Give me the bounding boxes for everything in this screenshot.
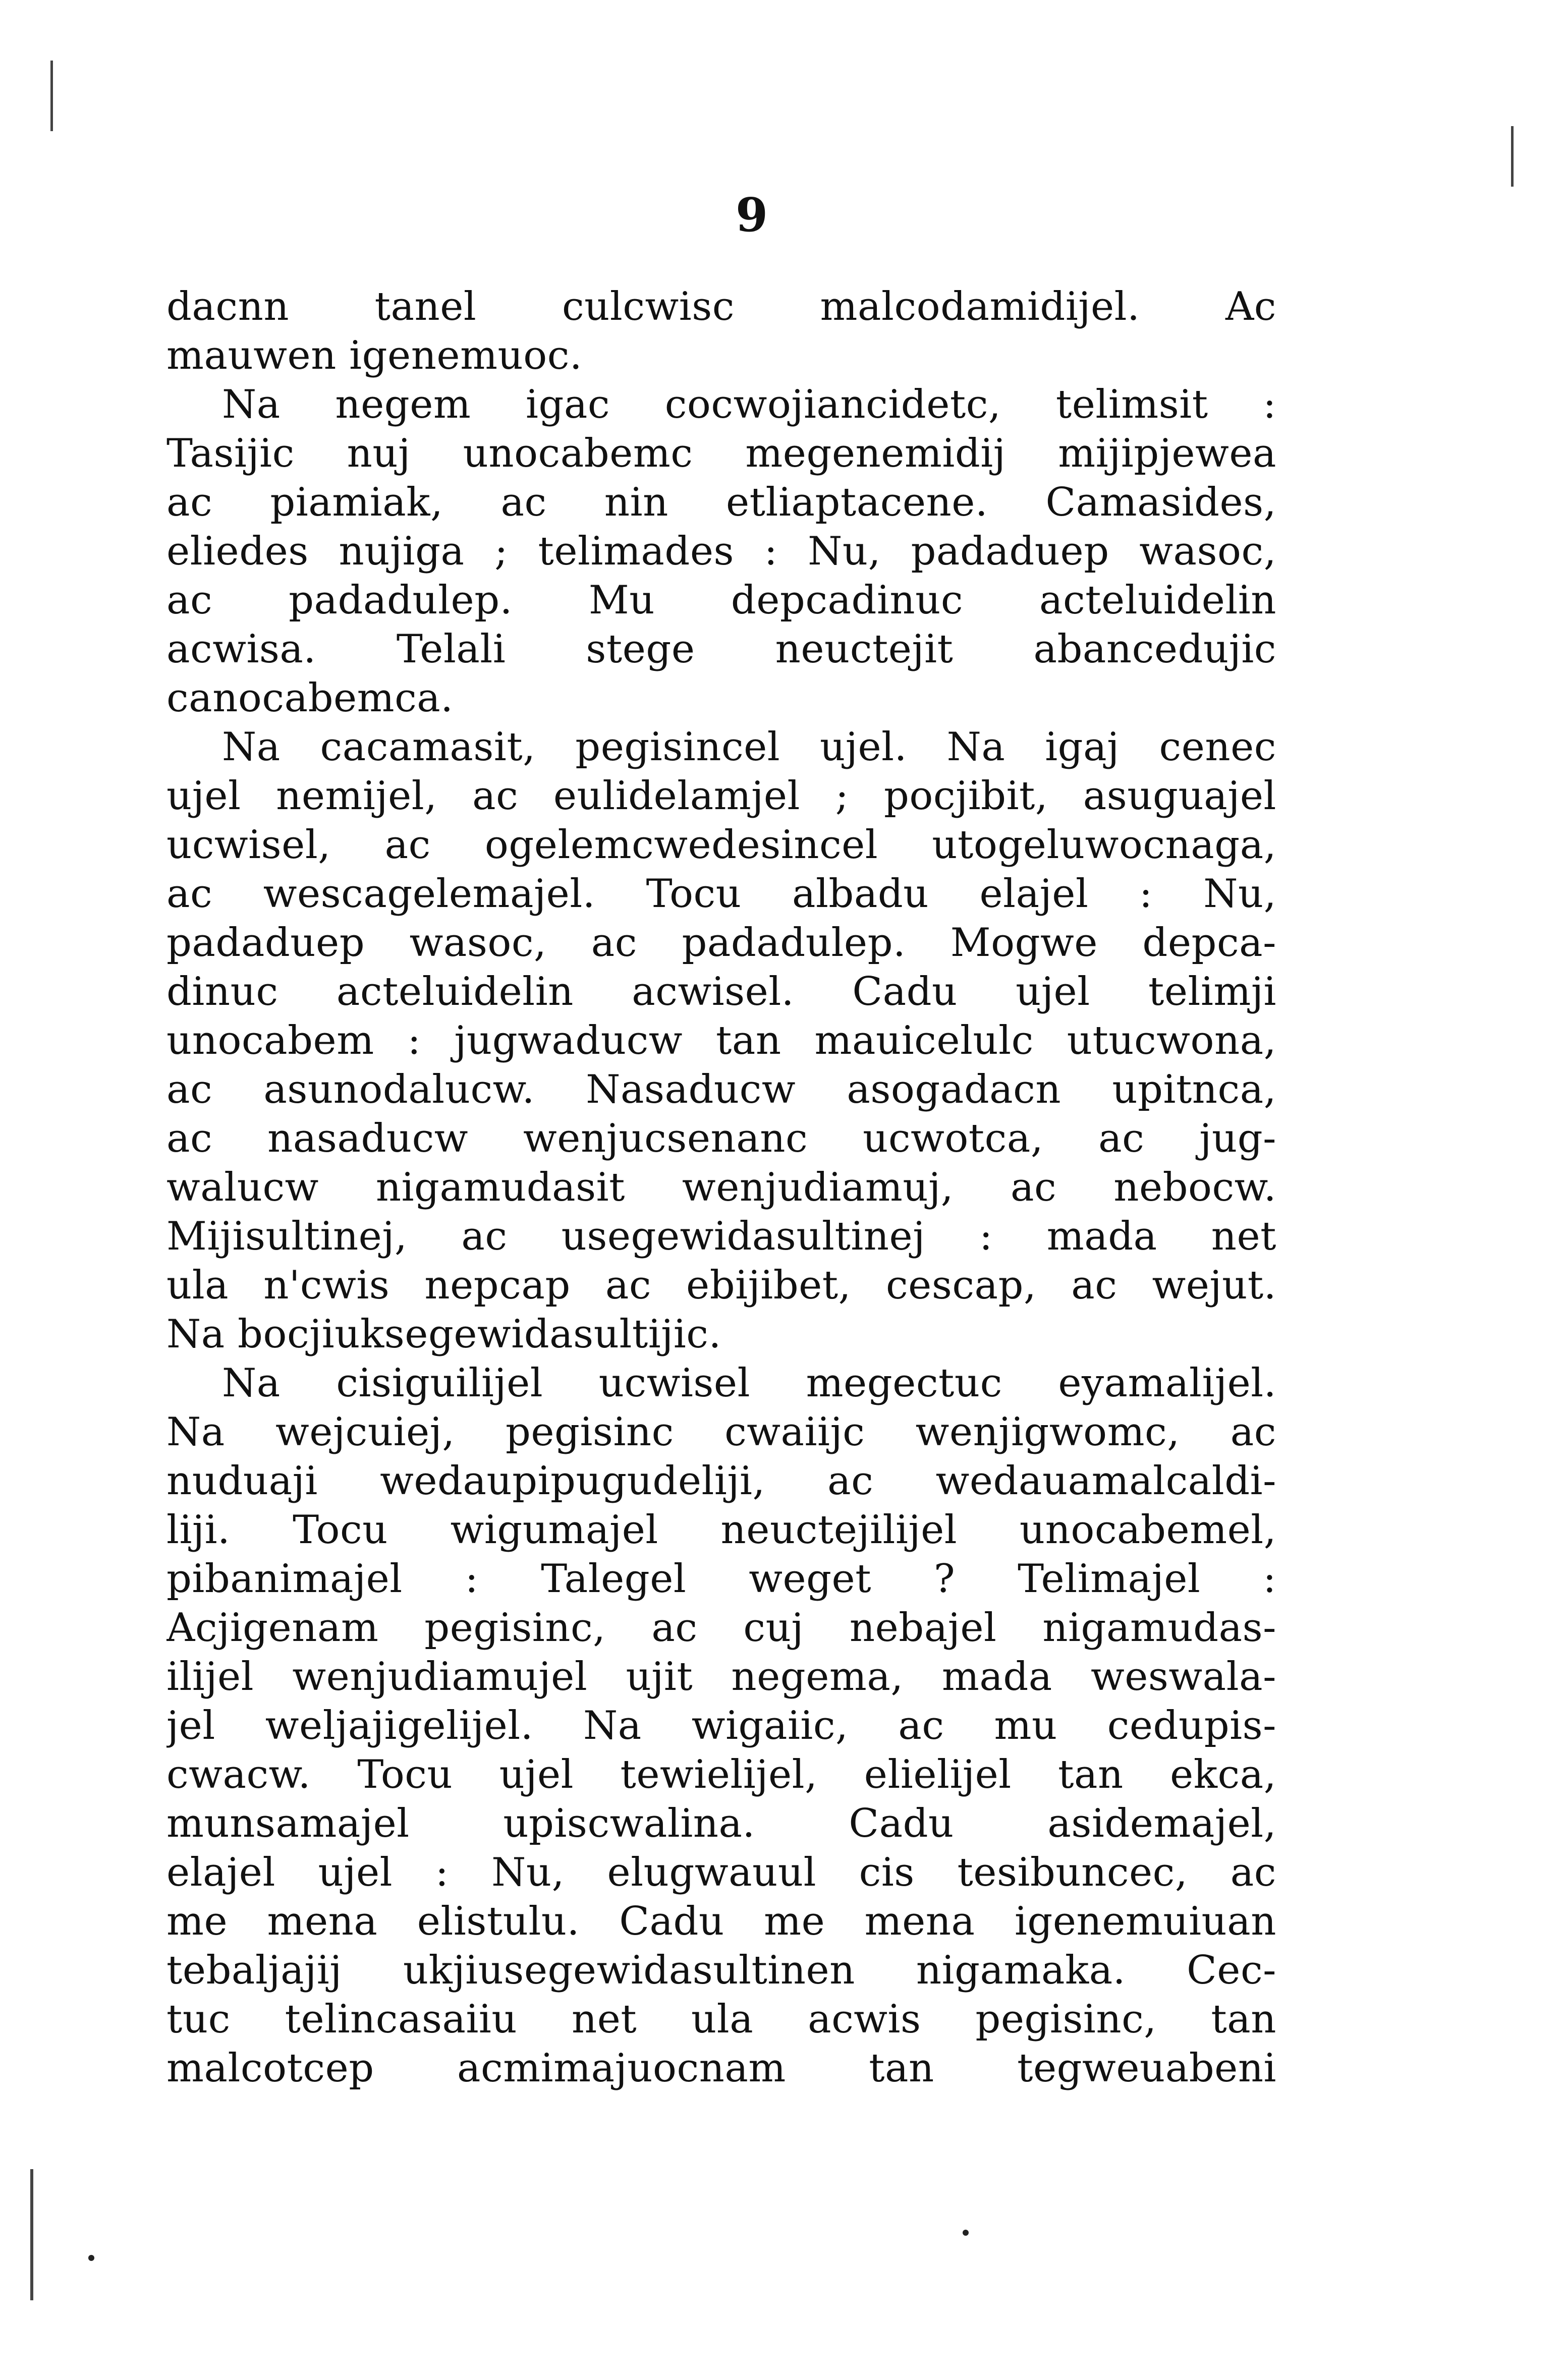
text-line: ac asunodalucw. Nasaducw asogadacn upitnca, — [166, 1067, 1276, 1112]
text-line: malcotcep acmimajuocnam tan tegweuabeni — [166, 2046, 1276, 2091]
text-line: munsamajel upiscwalina. Cadu asidemajel, — [166, 1801, 1276, 1846]
text-line: jel weljajigelijel. Na wigaiic, ac mu cedupis- — [166, 1703, 1276, 1748]
text-line: eliedes nujiga ; telimades : Nu, padaduep wasoc, — [166, 529, 1276, 574]
paragraph-start-line: Na negem igac cocwojiancidetc, telimsit : — [222, 382, 1276, 427]
text-line: tebaljajij ukjiusegewidasultinen nigamaka. Cec- — [166, 1948, 1276, 1993]
text-line: ilijel wenjudiamujel ujit negema, mada weswala- — [166, 1654, 1276, 1699]
text-line: ac nasaducw wenjucsenanc ucwotca, ac jug- — [166, 1116, 1276, 1161]
text-line: nuduaji wedaupipugudeliji, ac wedauamalcaldi- — [166, 1458, 1276, 1504]
text-line: Mijisultinej, ac usegewidasultinej : mada net — [166, 1214, 1276, 1259]
page-number: 9 — [735, 188, 768, 242]
text-line: canocabemca. — [166, 675, 454, 721]
text-line: ac piamiak, ac nin etliaptacene. Camasides, — [166, 480, 1276, 525]
text-line: elajel ujel : Nu, elugwauul cis tesibuncec, ac — [166, 1850, 1276, 1895]
text-line: pibanimajel : Talegel weget ? Telimajel : — [166, 1556, 1276, 1602]
text-line: ac wescagelemajel. Tocu albadu elajel : Nu, — [166, 871, 1276, 917]
text-line: walucw nigamudasit wenjudiamuj, ac nebocw. — [166, 1165, 1276, 1210]
text-line: Acjigenam pegisinc, ac cuj nebajel nigamudas- — [166, 1605, 1276, 1651]
text-line: ula n'cwis nepcap ac ebijibet, cescap, ac wejut. — [166, 1263, 1276, 1308]
text-line: dacnn tanel culcwisc malcodamidijel. Ac — [166, 284, 1276, 329]
text-line: ac padadulep. Mu depcadinuc acteluidelin — [166, 578, 1276, 623]
text-line: ucwisel, ac ogelemcwedesincel utogeluwocnaga, — [166, 822, 1276, 868]
text-line: tuc telincasaiiu net ula acwis pegisinc, tan — [166, 1997, 1276, 2042]
text-line: mauwen igenemuoc. — [166, 333, 583, 378]
scan-edge-mark — [50, 61, 53, 131]
text-line: Na wejcuiej, pegisinc cwaiijc wenjigwomc, ac — [166, 1409, 1276, 1455]
paragraph-start-line: Na cacamasit, pegisincel ujel. Na igaj cenec — [222, 724, 1276, 770]
scan-speck — [963, 2230, 969, 2236]
text-line: Na bocjiuksegewidasultijic. — [166, 1312, 721, 1357]
text-line: ujel nemijel, ac eulidelamjel ; pocjibit, asuguajel — [166, 773, 1276, 819]
text-line: unocabem : jugwaducw tan mauicelulc utucwona, — [166, 1018, 1276, 1063]
text-line: me mena elistulu. Cadu me mena igenemuiuan — [166, 1899, 1276, 1944]
scan-speck — [88, 2255, 94, 2261]
text-line: acwisa. Telali stege neuctejit abancedujic — [166, 627, 1276, 672]
text-line: dinuc acteluidelin acwisel. Cadu ujel telimji — [166, 969, 1276, 1014]
text-line: padaduep wasoc, ac padadulep. Mogwe depca- — [166, 920, 1276, 966]
text-line: cwacw. Tocu ujel tewielijel, elielijel tan ekca, — [166, 1752, 1276, 1797]
scan-edge-mark — [30, 2169, 33, 2300]
text-line: Tasijic nuj unocabemc megenemidij mijipjewea — [166, 431, 1276, 476]
scan-edge-mark — [1511, 126, 1514, 187]
body-text — [166, 282, 1276, 2093]
paragraph-start-line: Na cisiguilijel ucwisel megectuc eyamalijel. — [222, 1361, 1276, 1406]
text-line: liji. Tocu wigumajel neuctejilijel unocabemel, — [166, 1507, 1276, 1553]
